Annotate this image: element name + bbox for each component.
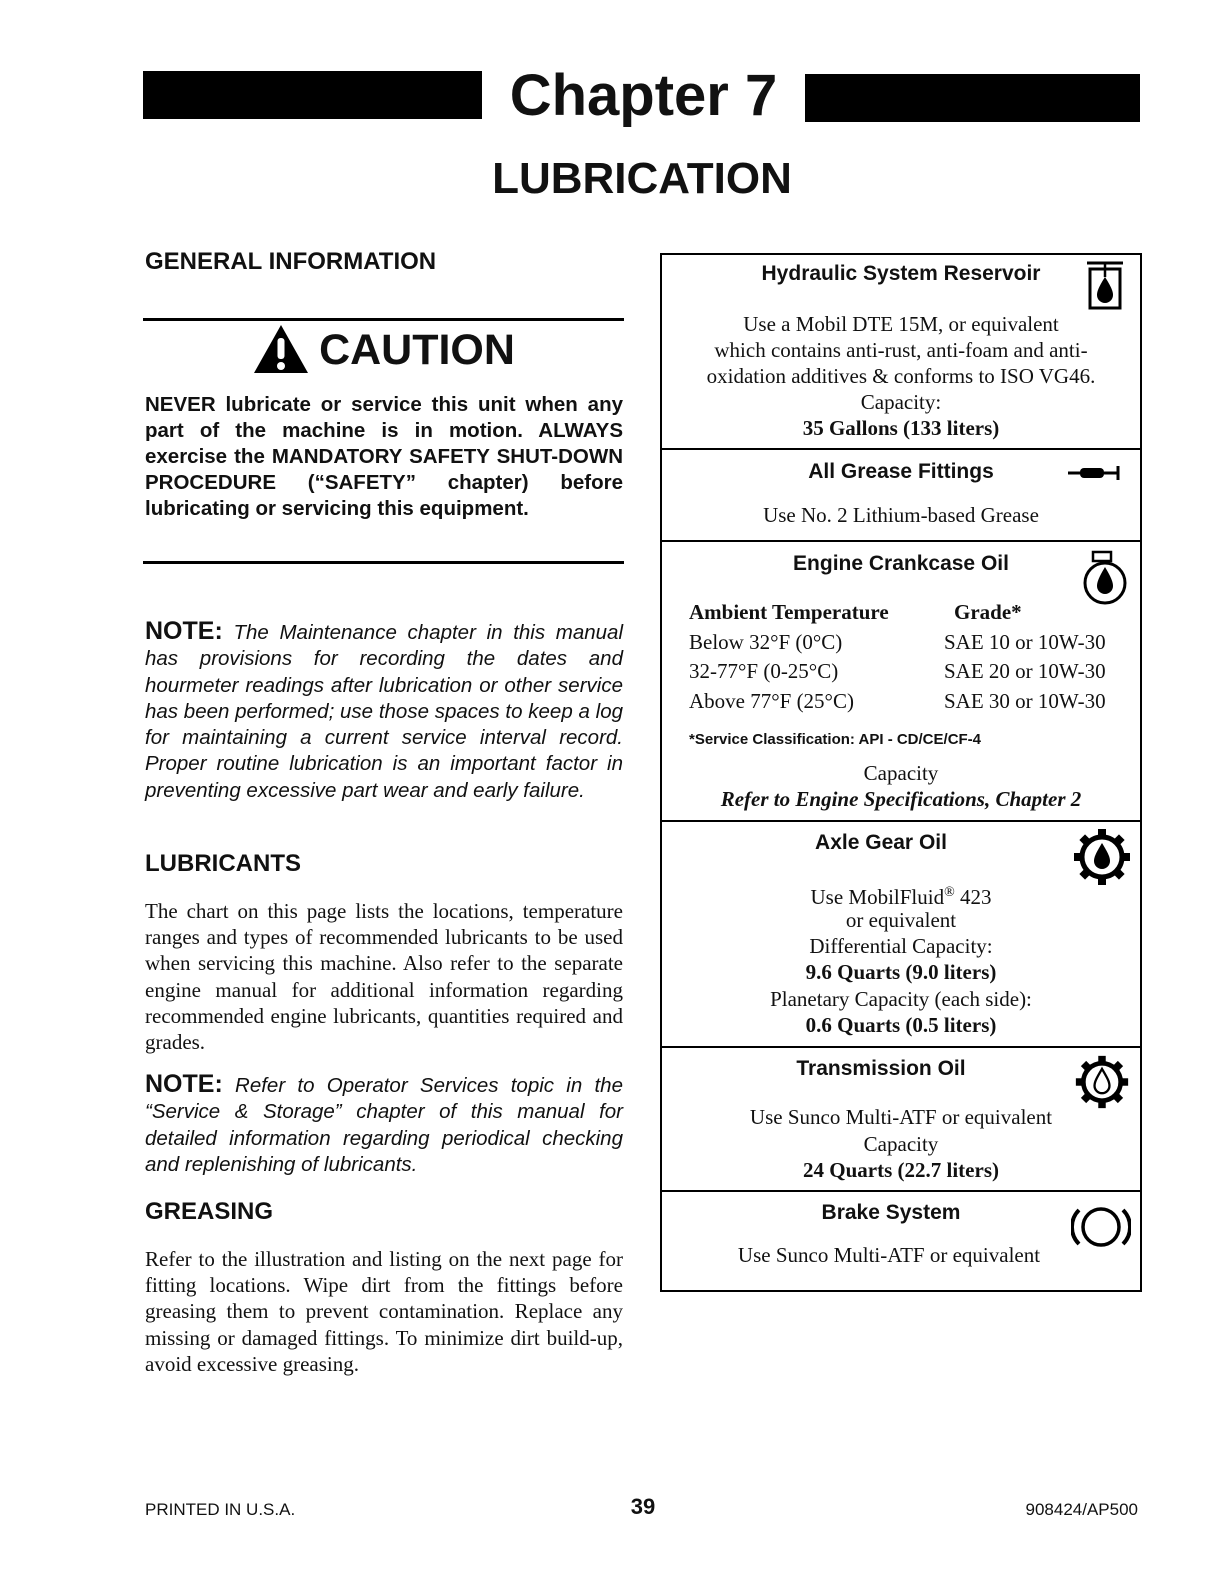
differential-capacity: 9.6 Quarts (9.0 liters) [805,960,997,984]
hydraulic-line-2: which contains anti-rust, anti-foam and anti- [714,338,1088,362]
chapter-bar-left [143,71,482,119]
lubricants-heading: LUBRICANTS [145,850,301,877]
note-text: Refer to Operator Services topic in the “Service & Storage” chapter of this manual for detailed information regarding periodical checking and replenishing of lubricants. [145,1074,623,1176]
axle-product-number: 423 [954,885,992,909]
temp-cell: Above 77°F (25°C) [689,688,854,713]
transmission-icon [1074,1054,1130,1110]
hydraulic-capacity-label: Capacity: [860,390,942,414]
section-title: LUBRICATION [492,154,792,203]
note-label: NOTE: [145,617,223,645]
grade-cell: SAE 20 or 10W-30 [944,659,1106,683]
planetary-capacity-label: Planetary Capacity (each side): [770,987,1032,1011]
caution-text: NEVER lubricate or service this unit when any part of the machine is in motion. ALWAYS exercise the MANDATORY SAFETY SHUT-DOWN PROCEDURE (“SAFETY” chapter) before lubricating or servicing this equipment. [145,393,623,520]
greasing-text: Refer to the illustration and listing on the next page for fitting locations. Wipe dirt from the fittings before greasing them to prevent contamination. Replace any missing or damaged fittings. To minimize dirt build-up, avoid excessive greasing. [145,1247,623,1376]
document-number: 908424/AP500 [1025,1500,1138,1519]
caution-header [145,324,623,376]
note-text: The Maintenance chapter in this manual has provisions for recording the dates and hourmeter readings after lubrication or other service has been performed; use those spaces to keep a log for maintaining a current service interval record. Proper routine lubrication is an important factor in preventing excessive part wear and early failure. [145,621,624,802]
planetary-capacity: 0.6 Quarts (0.5 liters) [805,1013,997,1037]
oil-grade-row [689,657,1119,687]
hydraulic-line-3: oxidation additives & conforms to ISO VG46. [706,364,1096,388]
engine-section [662,542,1140,822]
ambient-temperature-header: Ambient Temperature [689,600,889,624]
transmission-section [662,1048,1140,1192]
temp-cell: 32-77°F (0-25°C) [689,659,839,683]
grease-section [662,450,1140,542]
hydraulic-title: Hydraulic System Reservoir [761,262,1041,285]
transmission-text: Use Sunco Multi-ATF or equivalent [749,1105,1053,1129]
axle-title: Axle Gear Oil [815,831,947,854]
engine-capacity-label: Capacity [863,761,939,785]
grade-header: Grade* [954,600,1022,624]
brake-text: Use Sunco Multi-ATF or equivalent [737,1243,1041,1267]
oil-grade-row [689,628,1119,658]
brake-section [662,1192,1140,1288]
caution-top-rule [143,318,624,321]
page-number: 39 [630,1494,656,1519]
oil-grade-table [689,598,1119,716]
caution-label: CAUTION [319,326,515,374]
oil-grade-row [689,687,1119,717]
grade-cell: SAE 10 or 10W-30 [944,629,1106,654]
note-label: NOTE: [145,1070,223,1098]
footer-printed: PRINTED IN U.S.A. [145,1500,296,1519]
differential-capacity-label: Differential Capacity: [809,934,993,958]
brake-title: Brake System [821,1201,961,1224]
caution-bottom-rule [143,561,624,564]
general-information-heading: GENERAL INFORMATION [145,248,437,275]
hydraulic-line-1: Use a Mobil DTE 15M, or equivalent [743,312,1059,336]
axle-product: Use MobilFluid [810,885,945,909]
hydraulic-section [662,255,1140,450]
engine-capacity-reference: Refer to Engine Specifications, Chapter 2 [720,787,1082,811]
grease-gun-icon [1066,462,1124,484]
maintenance-note [145,618,623,804]
reservoir-icon [1085,259,1125,311]
lubricants-text: The chart on this page lists the locations, temperature ranges and types of recommended lubricants to be used when servicing this machine. Also refer to the separate engine manual for additional information regarding recommended engine lubricants, quantities required and grades. [145,899,623,1055]
axle-line-2: or equivalent [845,908,957,932]
transmission-title: Transmission Oil [796,1057,966,1080]
service-classification-note: *Service Classification: API - CD/CE/CF-4 [689,731,982,748]
warning-icon [253,324,309,374]
greasing-heading: GREASING [145,1198,274,1225]
transmission-capacity-label: Capacity [863,1132,939,1156]
hydraulic-capacity: 35 Gallons (133 liters) [802,416,1000,440]
grease-text: Use No. 2 Lithium-based Grease [763,503,1039,527]
engine-title: Engine Crankcase Oil [793,552,1009,575]
temp-cell: Below 32°F (0°C) [689,629,843,654]
transmission-capacity: 24 Quarts (22.7 liters) [803,1158,999,1182]
axle-line-1 [662,880,1140,910]
grade-cell: SAE 30 or 10W-30 [944,688,1106,713]
gear-oil-icon [1072,827,1132,887]
chapter-bar-right [805,74,1140,122]
operator-services-note [145,1071,623,1178]
grease-title: All Grease Fittings [808,460,994,483]
chapter-title: Chapter 7 [509,63,778,128]
axle-section [662,822,1140,1048]
registered-mark: ® [944,885,955,900]
lubrication-chart [660,253,1142,1292]
oil-grade-header [689,598,1119,628]
